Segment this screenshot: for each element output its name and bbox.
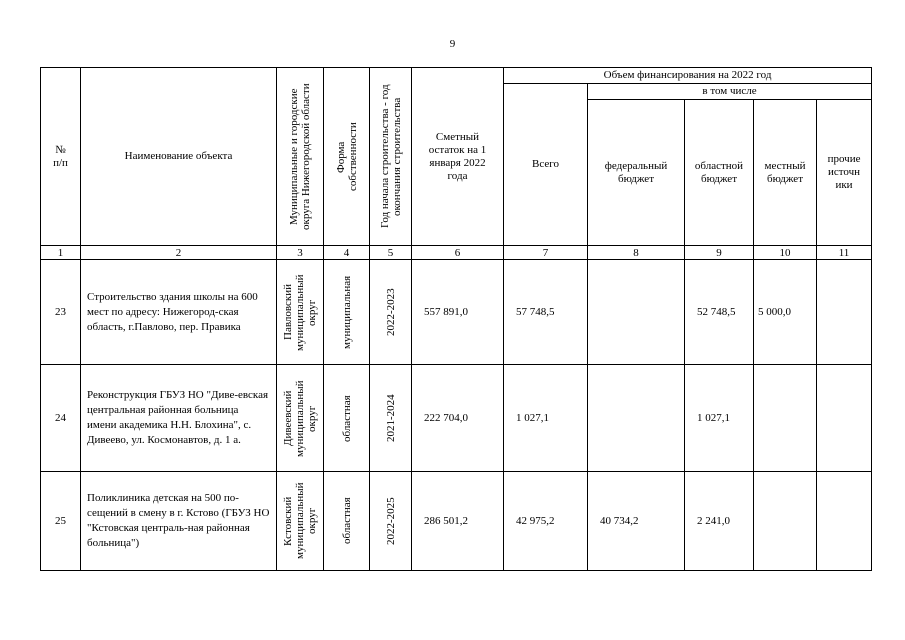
row-num: 25: [41, 472, 81, 571]
row-ownership: муниципальная: [340, 275, 353, 349]
column-index: 8: [588, 246, 685, 260]
row-total: 57 748,5: [504, 260, 588, 365]
row-years: 2021-2024: [384, 394, 397, 442]
header-name-text: Наименование объекта: [124, 150, 233, 162]
header-local-text: местный бюджет: [764, 159, 806, 185]
header-other: [817, 100, 872, 246]
header-municipal: [277, 68, 324, 246]
row-years-cell: [370, 260, 412, 365]
row-regional: 1 027,1: [685, 365, 754, 472]
column-index: 9: [685, 246, 754, 260]
row-other: [817, 365, 872, 472]
row-estimate: 222 704,0: [412, 365, 504, 472]
header-including-text: в том числе: [702, 85, 757, 97]
header-name: [81, 68, 277, 246]
row-municipal: Дивеевский муниципальный округ: [282, 379, 318, 457]
column-index: 3: [277, 246, 324, 260]
header-federal: [588, 100, 685, 246]
header-total: [504, 84, 588, 246]
column-index: 10: [754, 246, 817, 260]
row-estimate: 557 891,0: [412, 260, 504, 365]
column-index: 7: [504, 246, 588, 260]
row-years: 2022-2023: [384, 288, 397, 336]
header-years: [370, 68, 412, 246]
row-ownership: областная: [340, 394, 353, 442]
row-other: [817, 260, 872, 365]
table-row: [41, 472, 872, 571]
row-num: 23: [41, 260, 81, 365]
row-federal: [588, 365, 685, 472]
table-row: [41, 365, 872, 472]
row-local: [754, 365, 817, 472]
column-index: 4: [324, 246, 370, 260]
header-federal-text: федеральный бюджет: [604, 159, 668, 185]
header-other-text: прочие источн ики: [827, 153, 861, 191]
row-ownership-cell: [324, 260, 370, 365]
header-total-text: Всего: [532, 158, 559, 170]
row-municipal-cell: [277, 472, 324, 571]
header-including: [588, 84, 872, 100]
header-regional: [685, 100, 754, 246]
row-num: 24: [41, 365, 81, 472]
column-index: 2: [81, 246, 277, 260]
row-name: Строительство здания школы на 600 мест по адресу: Нижегород-ская область, г.Павлово, пер. Правика: [81, 260, 277, 365]
header-municipal-text: Муниципальные и городские округа Нижегородской области: [288, 83, 312, 230]
row-federal: [588, 260, 685, 365]
header-local: [754, 100, 817, 246]
row-other: [817, 472, 872, 571]
page-number: 9: [449, 38, 456, 50]
row-years: 2022-2025: [384, 497, 397, 545]
row-municipal-cell: [277, 365, 324, 472]
row-local: [754, 472, 817, 571]
header-estimate-text: Сметный остаток на 1 января 2022 года: [428, 130, 487, 182]
row-estimate: 286 501,2: [412, 472, 504, 571]
header-num: [41, 68, 81, 246]
header-ownership: [324, 68, 370, 246]
column-index: 11: [817, 246, 872, 260]
row-total: 1 027,1: [504, 365, 588, 472]
row-municipal: Павловский муниципальный округ: [282, 273, 318, 351]
financing-table: [40, 67, 872, 571]
row-years-cell: [370, 472, 412, 571]
row-regional: 52 748,5: [685, 260, 754, 365]
row-years-cell: [370, 365, 412, 472]
row-ownership: областная: [340, 497, 353, 545]
row-federal: 40 734,2: [588, 472, 685, 571]
header-estimate: [412, 68, 504, 246]
column-index: 1: [41, 246, 81, 260]
header-num-text: № п/п: [53, 143, 68, 169]
column-index-row: [41, 246, 872, 260]
table-row: [41, 260, 872, 365]
header-regional-text: областной бюджет: [694, 159, 744, 185]
column-index: 5: [370, 246, 412, 260]
row-municipal: Кстовский муниципальный округ: [282, 482, 318, 560]
row-total: 42 975,2: [504, 472, 588, 571]
header-financing: [504, 68, 872, 84]
row-name: Реконструкция ГБУЗ НО "Диве-евская центральная районная больница имени академика Н.Н. Блохина", с. Дивеево, ул. Космонавтов, д. 1 а.: [81, 365, 277, 472]
header-ownership-text: Форма собственности: [334, 122, 359, 191]
header-financing-text: Объем финансирования на 2022 год: [603, 69, 772, 81]
row-local: 5 000,0: [754, 260, 817, 365]
row-name: Поликлиника детская на 500 по-сещений в смену в г. Кстово (ГБУЗ НО "Кстовская централь-ная районная больница"): [81, 472, 277, 571]
column-index: 6: [412, 246, 504, 260]
row-ownership-cell: [324, 472, 370, 571]
row-ownership-cell: [324, 365, 370, 472]
row-municipal-cell: [277, 260, 324, 365]
row-regional: 2 241,0: [685, 472, 754, 571]
header-years-text: Год начала строительства - год окончания строительства: [378, 84, 403, 229]
